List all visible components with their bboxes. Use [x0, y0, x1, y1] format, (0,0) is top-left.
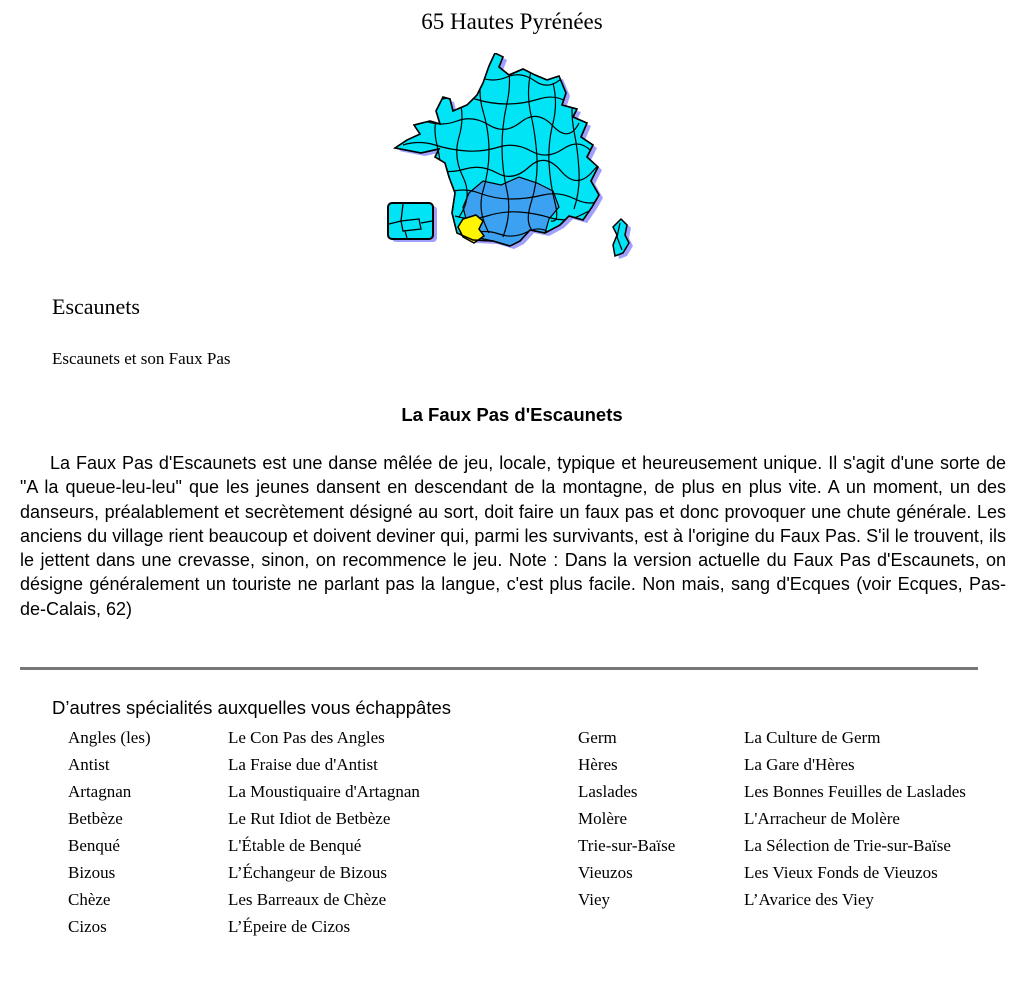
specialties-table-left [68, 724, 508, 940]
place-name: Artagnan [68, 781, 132, 801]
specialty-name: La Gare d'Hères [744, 754, 855, 774]
france-map-svg [383, 53, 637, 260]
place-name: Molère [578, 808, 628, 828]
specialty-name: L’Épeire de Cizos [228, 916, 351, 936]
specialty-name: La Moustiquaire d'Artagnan [228, 781, 420, 801]
map-paris-inset [388, 203, 433, 239]
place-name: Betbèze [68, 808, 123, 828]
page-title: 65 Hautes Pyrénées [421, 9, 603, 34]
place-name: Hères [578, 754, 618, 774]
specialty-name: La Fraise due d'Antist [228, 754, 378, 774]
specialty-row [578, 724, 1018, 751]
place-name: Trie-sur-Baïse [578, 835, 676, 855]
place-name: Laslades [578, 781, 638, 801]
specialty-name: Les Barreaux de Chèze [228, 889, 387, 909]
specialty-row [68, 724, 508, 751]
specialty-name: La Sélection de Trie-sur-Baïse [744, 835, 951, 855]
specialty-name: La Culture de Germ [744, 727, 881, 747]
specialty-row [68, 859, 508, 886]
specialties-heading: D’autres spécialités auxquelles vous échappâtes [52, 697, 452, 718]
specialty-name: Les Vieux Fonds de Vieuzos [744, 862, 938, 882]
specialty-row [578, 886, 1018, 913]
article-title: La Faux Pas d'Escaunets [401, 404, 623, 425]
place-name: Viey [578, 889, 611, 909]
specialty-row [68, 778, 508, 805]
commune-subtitle: Escaunets et son Faux Pas [52, 349, 231, 368]
specialty-row [578, 832, 1018, 859]
france-map [383, 53, 637, 260]
section-divider [20, 667, 978, 670]
place-name: Germ [578, 727, 617, 747]
specialty-row [578, 778, 1018, 805]
specialty-row [578, 859, 1018, 886]
specialty-row [578, 751, 1018, 778]
specialty-row [68, 805, 508, 832]
specialty-row [68, 751, 508, 778]
specialty-name: L'Étable de Benqué [228, 835, 362, 855]
commune-title: Escaunets [52, 294, 140, 319]
place-name: Antist [68, 754, 110, 774]
place-name: Chèze [68, 889, 111, 909]
specialty-name: Les Bonnes Feuilles de Laslades [744, 781, 966, 801]
specialty-name: Le Con Pas des Angles [228, 727, 385, 747]
specialty-name: Le Rut Idiot de Betbèze [228, 808, 391, 828]
place-name: Cizos [68, 916, 107, 936]
specialty-row [578, 805, 1018, 832]
specialty-name: L'Arracheur de Molère [744, 808, 900, 828]
article-body: La Faux Pas d'Escaunets est une danse mêlée de jeu, locale, typique et heureusement unique. Il s'agit d'une sorte de "A la queue-leu-leu" que les jeunes dansent en descendant de la montagne, de plus en plus vite. A un moment, un des danseurs, préalablement et secrètement désigné au sort, doit faire un faux pas et donc provoquer une chute générale. Les anciens du village rient beaucoup et doivent deviner qui, parmi les survivants, est à l'origine du Faux Pas. S'il le trouvent, ils le jettent dans une crevasse, sinon, on recommence le jeu. Note : Dans la version actuelle du Faux Pas d'Escaunets, on désigne généralement un touriste ne parlant pas la langue, c'est plus facile. Non mais, sang d'Ecques (voir Ecques, Pas-de-Calais, 62) [20, 453, 1006, 619]
specialties-table-right [578, 724, 1018, 913]
specialty-row [68, 913, 508, 940]
specialty-name: L’Avarice des Viey [744, 889, 874, 909]
place-name: Benqué [68, 835, 120, 855]
specialty-row [68, 832, 508, 859]
place-name: Bizous [68, 862, 116, 882]
place-name: Angles (les) [68, 727, 151, 747]
specialty-row [68, 886, 508, 913]
specialty-name: L’Échangeur de Bizous [228, 862, 387, 882]
place-name: Vieuzos [578, 862, 633, 882]
